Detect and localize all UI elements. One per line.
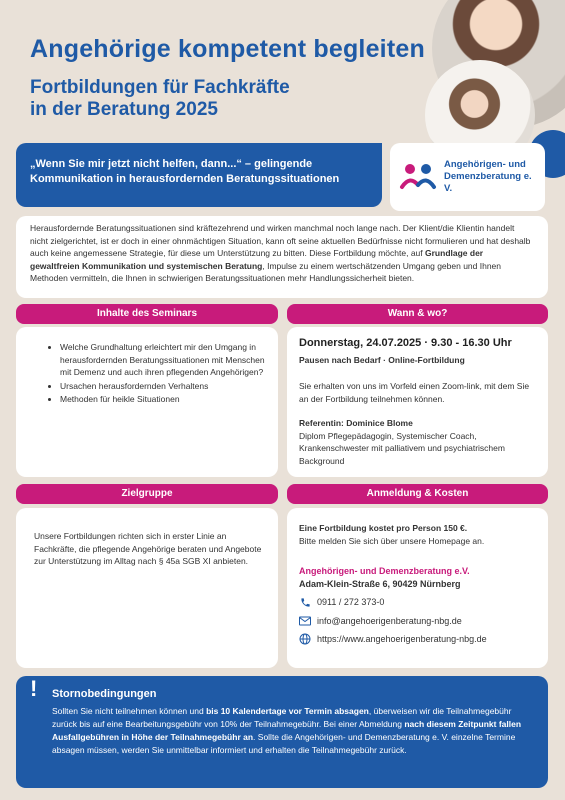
cost-text: Eine Fortbildung kostet pro Person 150 €. [299,523,468,533]
registration-hint: Bitte melden Sie sich über unsere Homepage an. [299,535,485,546]
anmeldung-card [287,508,548,668]
globe-icon [299,633,311,645]
zielgruppe-text: Unsere Fortbildungen richten sich in erster Linie an Fachkräfte, die pflegende Angehörige beraten und Angebote zur Unterstützung im Alltag nach § 45a SGB XI anbieten. [34,531,262,566]
section-heading-inhalte: Inhalte des Seminars [16,304,278,324]
page-subtitle: Fortbildungen für Fachkräfte in der Beratung 2025 [30,77,290,120]
speaker-name: Referentin: Dominice Blome [299,418,413,428]
zielgruppe-card [16,508,278,668]
contact-email: info@angehoerigenberatung-nbg.de [299,615,536,628]
organization-logo: Angehörigen- und Demenzberatung e. V. [390,143,545,211]
seminar-title-box: „Wenn Sie mir jetzt nicht helfen, dann...“ – gelingende Kommunikation in herausfordernden Beratungssituationen [16,143,382,207]
storno-box [16,676,548,788]
section-heading-wann: Wann & wo? [287,304,548,324]
phone-icon [299,596,311,608]
page-title: Angehörige kompetent begleiten [30,35,425,63]
speaker-description: Diplom Pflegepädagogin, Systemischer Coach, Krankenschwester mit palliativem und psychiatrischem Background [299,430,505,466]
logo-icon [398,157,438,197]
contact-website: https://www.angehoerigenberatung-nbg.de [299,633,536,646]
wann-card [287,327,548,477]
zoom-info: Sie erhalten von uns im Vorfeld einen Zoom-link, mit dem Sie an der Fortbildung teilnehmen können. [299,381,530,404]
contact-phone: 0911 / 272 373-0 [299,596,536,609]
list-item: • Methoden für heikle Situationen [60,393,266,406]
inhalte-list [46,341,266,406]
list-item: • Ursachen herausfordernden Verhaltens [60,380,266,393]
list-item: • Welche Grundhaltung erleichtert mir den Umgang in herausfordernden Beratungssituationen mit Menschen mit Demenz und auch ihren pflegenden Angehörigen? [60,341,266,379]
section-heading-anmeldung: Anmeldung & Kosten [287,484,548,504]
exclamation-icon: ! [30,676,38,701]
inhalte-card [16,327,278,477]
storno-title: Stornobedingungen [52,688,157,700]
event-date: Donnerstag, 24.07.2025 · 9.30 - 16.30 Uhr [299,337,512,349]
section-heading-zielgruppe: Zielgruppe [16,484,278,504]
storno-text: Sollten Sie nicht teilnehmen können und bis 10 Kalendertage vor Termin absagen, überweisen wir die Teilnahmegebühr zurück bis auf eine Bearbeitungsgebühr von 10% der Teilnahmegebühr. Bei einer Abmeldung nach diesem Zeitpunkt fallen Ausfallgebühren in Höhe der Teilnahmegebühr an. Sollte die Angehörigen- und Demenzberatung e. V. einzelne Termine absagen müssen, werden Sie unmittelbar informiert und erhalten die Teilnahmegebühr zurück. [52,706,522,755]
organization-name: Angehörigen- und Demenzberatung e.V. [299,566,470,576]
event-format: Pausen nach Bedarf · Online-Fortbildung [299,354,465,365]
organization-address: Adam-Klein-Straße 6, 90429 Nürnberg [299,578,461,589]
intro-text: Herausfordernde Beratungssituationen sind kräftezehrend und wirken manchmal noch lange nach. Der Klient/die Klientin handelt nicht zielgerichtet, ist er doch in einer ohnmächtigen Situation, kann oft seine aktuellen Bedürfnisse nicht formulieren und hat deshalb auch keine angemessene Strategie, für diese um Unterstützung zu bitten. Diese Fortbildung möchte, auf Grundlage der gewaltfreien Kommunikation und systemischen Beratung, Impulse zu einem wertschätzenden Umgang geben und Ihnen Methoden vermitteln, die Ihnen in schwierigen Beratungssituationen mehr Handlungssicherheit bieten. [16,216,548,298]
mail-icon [299,615,311,627]
